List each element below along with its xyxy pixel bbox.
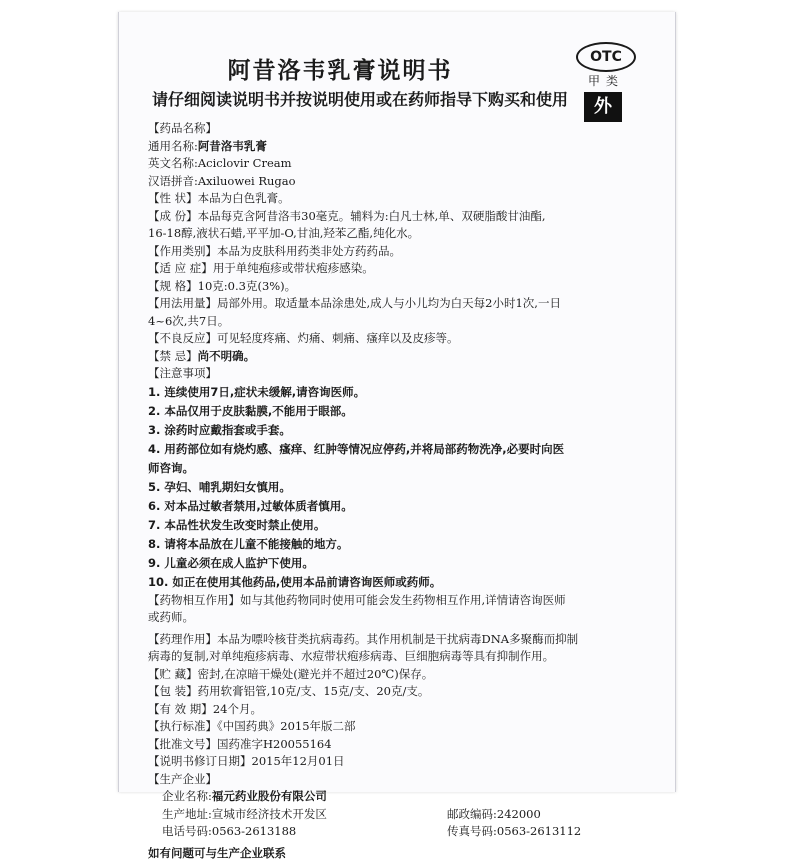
category-label: 【作用类别】 — [148, 244, 217, 258]
spec-row — [148, 278, 658, 296]
address-text: 宣城市经济技术开发区 — [212, 807, 327, 821]
usage-text: 局部外用。取适量本品涂患处,成人与小儿均为白天每2小时1次,一日 — [217, 296, 561, 310]
otc-logo: OTC — [576, 42, 636, 72]
package-row — [148, 683, 658, 701]
postcode-text: 242000 — [497, 807, 541, 821]
standard-text: 《中国药典》2015年版二部 — [217, 719, 356, 733]
appearance-row — [148, 190, 658, 208]
pharmacology-row — [148, 631, 658, 649]
address-label: 生产地址: — [162, 807, 212, 821]
spec-text: 10克:0.3克(3%)。 — [198, 279, 297, 293]
storage-row — [148, 666, 658, 684]
adverse-label: 【不良反应】 — [148, 331, 217, 345]
precaution-item: 5. 孕妇、哺乳期妇女慎用。 — [148, 478, 658, 497]
generic-name-label: 通用名称: — [148, 139, 198, 153]
company-address-row — [148, 806, 658, 824]
standard-row — [148, 718, 658, 736]
company-name-label: 企业名称: — [162, 789, 212, 803]
appearance-text: 本品为白色乳膏。 — [198, 191, 290, 205]
revision-text: 2015年12月01日 — [252, 754, 345, 768]
precaution-item: 2. 本品仅用于皮肤黏膜,不能用于眼部。 — [148, 402, 658, 421]
revision-label: 【说明书修订日期】 — [148, 754, 252, 768]
manufacturer-header: 【生产企业】 — [148, 771, 658, 789]
precaution-item: 师咨询。 — [148, 459, 658, 478]
document-title: 阿昔洛韦乳膏说明书 — [130, 52, 550, 85]
instruction-body — [148, 120, 658, 862]
precaution-item: 8. 请将本品放在儿童不能接触的地方。 — [148, 535, 658, 554]
category-row — [148, 243, 658, 261]
approval-text: 国药准字H20055164 — [217, 737, 332, 751]
precaution-item: 4. 用药部位如有烧灼感、瘙痒、红肿等情况应停药,并将局部药物洗净,必要时向医 — [148, 440, 658, 459]
company-name-row — [148, 788, 658, 806]
fax-label: 传真号码: — [447, 824, 497, 838]
validity-row — [148, 701, 658, 719]
storage-text: 密封,在凉暗干燥处(避光并不超过20℃)保存。 — [198, 667, 434, 681]
pinyin-name: Axiluowei Rugao — [198, 174, 296, 188]
postcode-label: 邮政编码: — [447, 807, 497, 821]
fax-text: 0563-2613112 — [497, 824, 581, 838]
pinyin-label: 汉语拼音: — [148, 174, 198, 188]
contra-text: 尚不明确。 — [198, 349, 256, 363]
contra-row — [148, 348, 658, 366]
precaution-item: 10. 如正在使用其他药品,使用本品前请咨询医师或药师。 — [148, 573, 658, 592]
composition-label: 【成 份】 — [148, 209, 198, 223]
storage-label: 【贮 藏】 — [148, 667, 198, 681]
drug-name-header: 【药品名称】 — [148, 120, 658, 138]
precaution-item: 3. 涂药时应戴指套或手套。 — [148, 421, 658, 440]
english-name: Aciclovir Cream — [198, 156, 292, 170]
phone-label: 电话号码: — [162, 824, 212, 838]
interaction-label: 【药物相互作用】 — [148, 593, 240, 607]
adverse-row — [148, 330, 658, 348]
composition-row — [148, 208, 658, 226]
validity-text: 24个月。 — [213, 702, 262, 716]
usage-label: 【用法用量】 — [148, 296, 217, 310]
english-name-row — [148, 155, 658, 173]
spec-label: 【规 格】 — [148, 279, 198, 293]
pharmacology-text: 本品为嘌呤核苷类抗病毒药。其作用机制是干扰病毒DNA多聚酶而抑制 — [217, 632, 578, 646]
indication-label: 【适 应 症】 — [148, 261, 213, 275]
usage-row-2: 4~6次,共7日。 — [148, 313, 658, 331]
precaution-item: 9. 儿童必须在成人监护下使用。 — [148, 554, 658, 573]
company-name: 福元药业股份有限公司 — [212, 789, 327, 803]
precaution-item: 6. 对本品过敏者禁用,过敏体质者慎用。 — [148, 497, 658, 516]
composition-text: 本品每克含阿昔洛韦30毫克。辅料为:白凡士林,单、双硬脂酸甘油酯, — [198, 209, 546, 223]
interaction-row-2: 或药师。 — [148, 609, 658, 627]
appearance-label: 【性 状】 — [148, 191, 198, 205]
standard-label: 【执行标准】 — [148, 719, 217, 733]
package-text: 药用软膏铝管,10克/支、15克/支、20克/支。 — [198, 684, 430, 698]
precaution-item: 7. 本品性状发生改变时禁止使用。 — [148, 516, 658, 535]
generic-name: 阿昔洛韦乳膏 — [198, 139, 267, 153]
usage-row — [148, 295, 658, 313]
approval-row — [148, 736, 658, 754]
indication-row — [148, 260, 658, 278]
interaction-text: 如与其他药物同时使用可能会发生药物相互作用,详情请咨询医师 — [240, 593, 566, 607]
pinyin-row — [148, 173, 658, 191]
otc-category: 甲类 — [576, 72, 636, 89]
validity-label: 【有 效 期】 — [148, 702, 213, 716]
phone-text: 0563-2613188 — [212, 824, 296, 838]
revision-row — [148, 753, 658, 771]
pharmacology-row-2: 病毒的复制,对单纯疱疹病毒、水痘带状疱疹病毒、巨细胞病毒等具有抑制作用。 — [148, 648, 658, 666]
precautions-header: 【注意事项】 — [148, 365, 658, 383]
composition-row-2: 16-18醇,液状石蜡,平平加-O,甘油,羟苯乙酯,纯化水。 — [148, 225, 658, 243]
contra-label: 【禁 忌】 — [148, 349, 198, 363]
adverse-text: 可见轻度疼痛、灼痛、刺痛、瘙痒以及皮疹等。 — [217, 331, 459, 345]
company-phone-row — [148, 823, 658, 841]
document-subtitle: 请仔细阅读说明书并按说明使用或在药师指导下购买和使用 — [150, 87, 570, 110]
english-name-label: 英文名称: — [148, 156, 198, 170]
package-label: 【包 装】 — [148, 684, 198, 698]
pharmacology-label: 【药理作用】 — [148, 632, 217, 646]
approval-label: 【批准文号】 — [148, 737, 217, 751]
contact-note: 如有问题可与生产企业联系 — [148, 845, 658, 862]
category-text: 本品为皮肤科用药类非处方药药品。 — [217, 244, 401, 258]
external-use-mark: 外 — [584, 92, 622, 122]
precaution-item: 1. 连续使用7日,症状未缓解,请咨询医师。 — [148, 383, 658, 402]
interaction-row — [148, 592, 658, 610]
indication-text: 用于单纯疱疹或带状疱疹感染。 — [213, 261, 374, 275]
generic-name-row — [148, 138, 658, 156]
